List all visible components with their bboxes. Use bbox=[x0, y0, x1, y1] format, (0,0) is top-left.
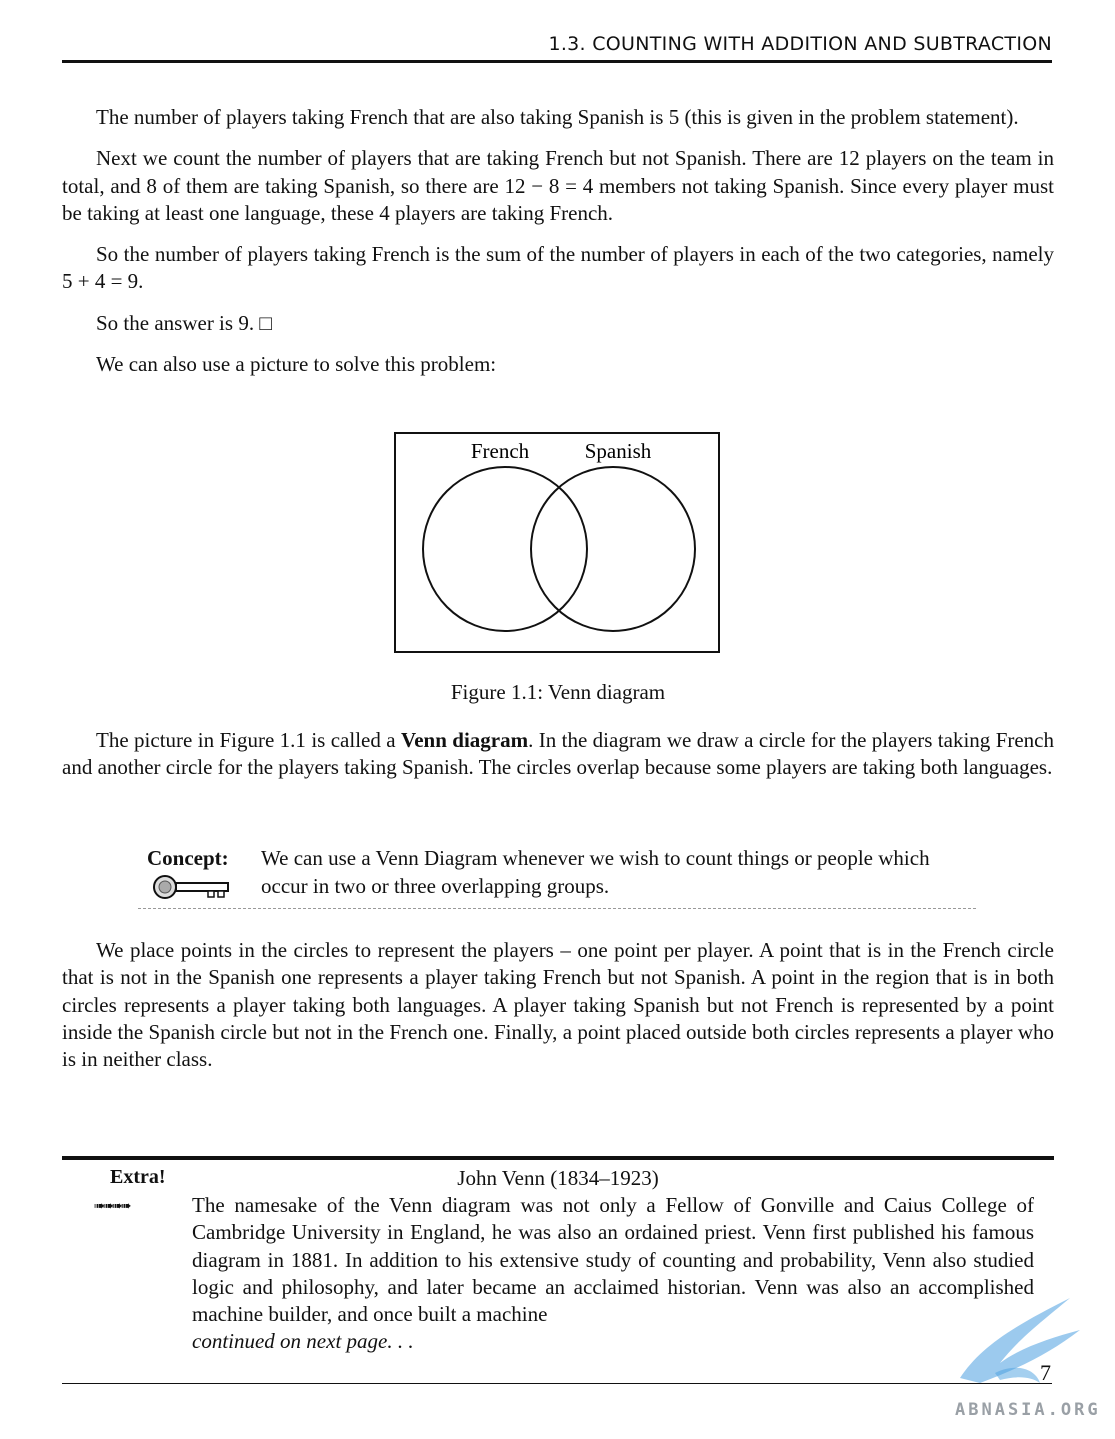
paragraph-1: The number of players taking French that are also taking Spanish is 5 (this is given in the problem statement). bbox=[96, 105, 1019, 129]
extra-top-rule bbox=[62, 1156, 1054, 1160]
french-label: French bbox=[470, 439, 530, 463]
concept-label: Concept: bbox=[147, 846, 229, 870]
extra-body bbox=[192, 1192, 1034, 1356]
paragraph-venn-definition bbox=[62, 727, 1054, 782]
body-text-venn bbox=[62, 727, 1054, 796]
venn-diagram-svg bbox=[396, 434, 722, 655]
extra-label: Extra! bbox=[110, 1166, 166, 1188]
venn-def-text-1: The picture in Figure 1.1 is called a bbox=[96, 728, 401, 752]
paragraph-2: Next we count the number of players that are taking French but not Spanish. There are 12 players on the team in total, and 8 of them are taking Spanish, so there are 12 − 8 = 4 members not taking Spanish. Since every player must be taking at least one language, these 4 players are taking French. bbox=[62, 146, 1054, 225]
footer-rule bbox=[62, 1383, 1052, 1384]
answer-line: So the answer is 9. □ bbox=[96, 310, 272, 335]
extra-body-text: The namesake of the Venn diagram was not only a Fellow of Gonville and Caius College of Cambridge University in England, he was also an ordained priest. Venn first published his famous diagram in 1881. In addition to his extensive study of counting and probability, Venn also studied logic and philosophy, and later became an acclaimed historian. Venn was also an accomplished machine builder, and once built a machine bbox=[192, 1193, 1034, 1327]
body-text-top bbox=[62, 104, 1054, 392]
spanish-circle bbox=[531, 467, 695, 631]
body-text-points bbox=[62, 937, 1054, 1087]
concept-text: We can use a Venn Diagram whenever we wish to count things or people which occur in two or three overlapping groups. bbox=[261, 846, 930, 898]
french-circle bbox=[423, 467, 587, 631]
paragraph-points: We place points in the circles to represent the players – one point per player. A point that is in the French circle that is not in the Spanish one represents a player taking French but not Spanish. A point in the region that is in both circles represents a player taking both languages. A player taking Spanish but not French is represented by a point inside the Spanish circle but not in the French one. Finally, a point placed outside both circles represents a player who is in neither class. bbox=[62, 938, 1054, 1072]
running-header: 1.3. COUNTING WITH ADDITION AND SUBTRACTION bbox=[62, 30, 1052, 63]
venn-diagram-figure bbox=[394, 432, 720, 653]
spanish-label: Spanish bbox=[584, 439, 652, 463]
paragraph-3: So the number of players taking French is the sum of the number of players in each of the two categories, namely 5 + 4 = 9. bbox=[62, 242, 1054, 294]
continued-note: continued on next page. . . bbox=[192, 1329, 414, 1354]
venn-def-bold: Venn diagram bbox=[400, 728, 529, 752]
venn-def-text-2: . In the diagram we draw a circle for the players taking French and another circle for the players taking Spanish. The circles overlap because some players are taking both languages. bbox=[62, 728, 1055, 780]
paragraph-picture-intro: We can also use a picture to solve this problem: bbox=[96, 352, 497, 377]
arrows-icon: ➠➠➠➠ bbox=[94, 1199, 130, 1214]
key-icon bbox=[152, 874, 232, 900]
concept-box bbox=[138, 842, 976, 909]
extra-title: John Venn (1834–1923) bbox=[457, 1166, 659, 1190]
figure-caption: Figure 1.1: Venn diagram bbox=[450, 680, 666, 704]
watermark-bird-icon bbox=[940, 1268, 1090, 1398]
page-number: 7 bbox=[1040, 1360, 1051, 1385]
watermark-text: ABNASIA.ORG bbox=[955, 1400, 1101, 1420]
